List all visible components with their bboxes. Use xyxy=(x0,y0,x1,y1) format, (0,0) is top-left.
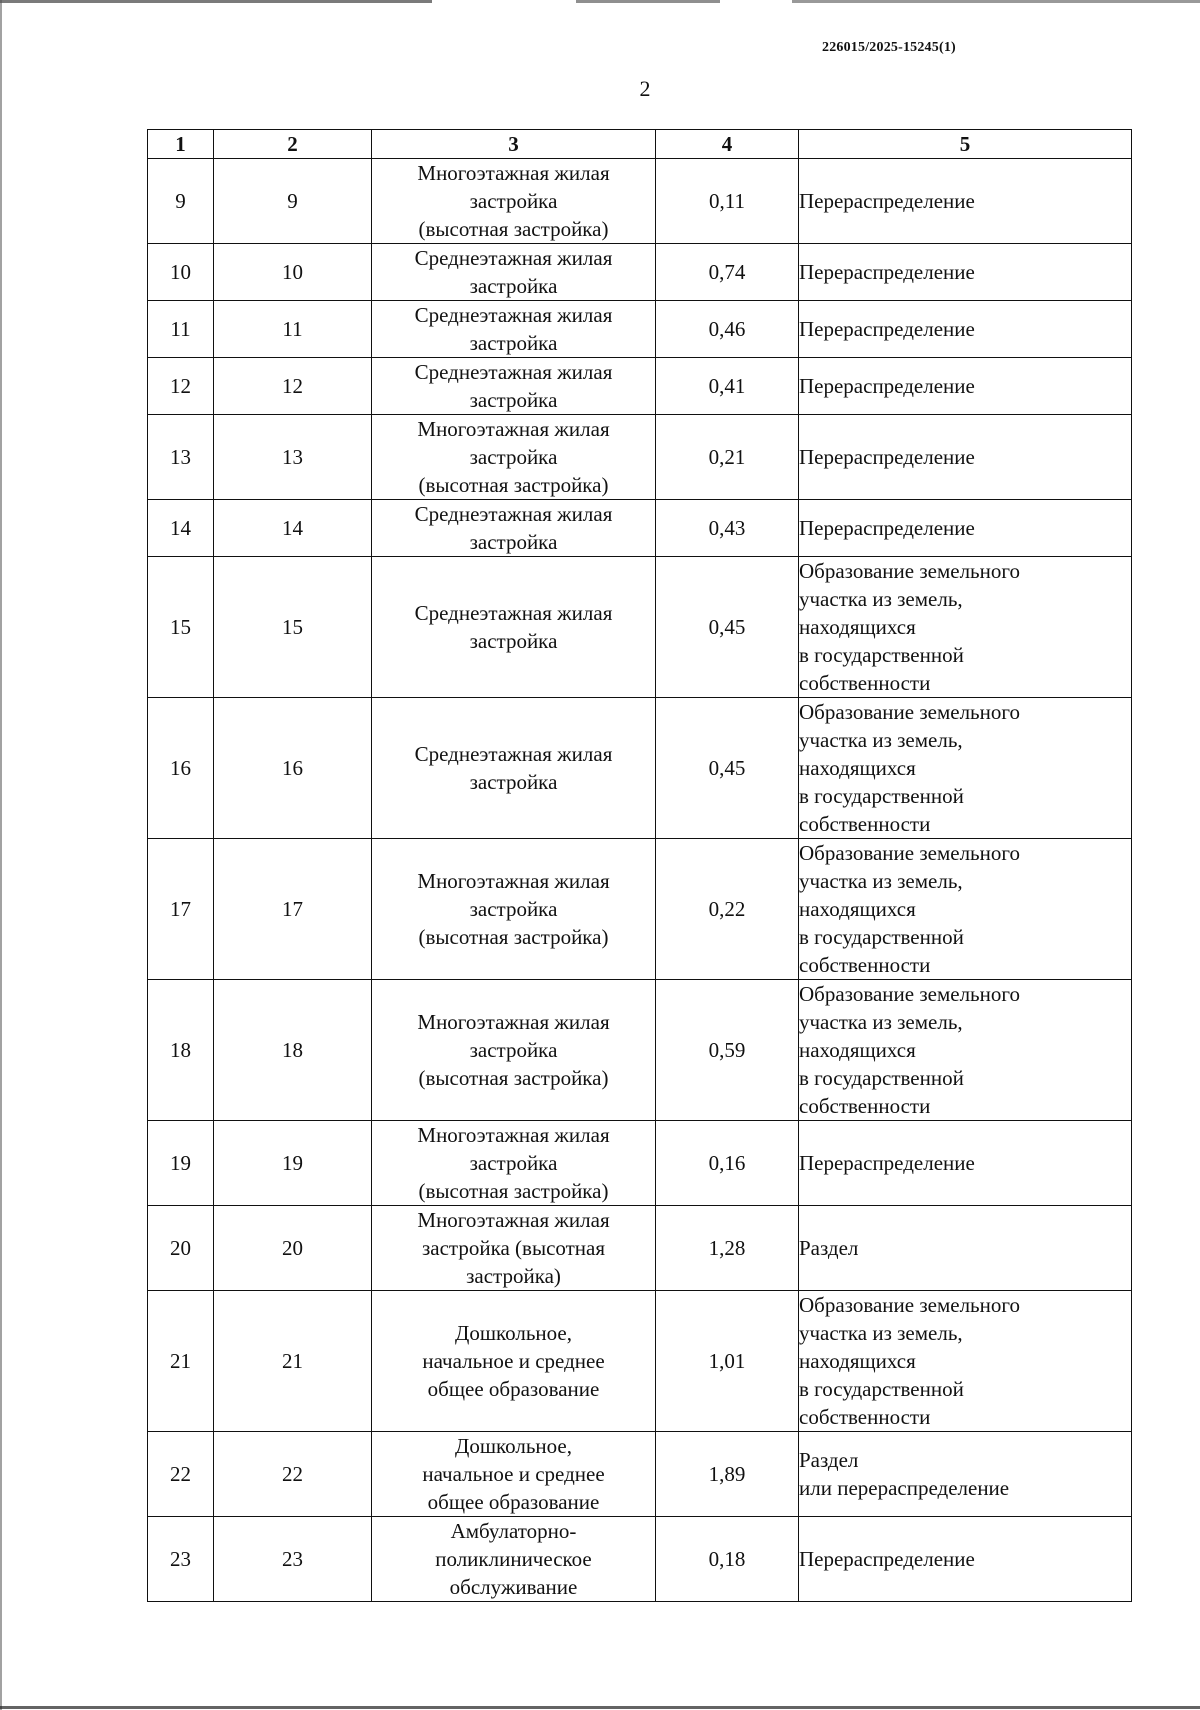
plot-area-cell: 0,43 xyxy=(656,500,799,557)
column-header: 5 xyxy=(799,130,1132,159)
formation-method-cell: Перераспределение xyxy=(799,1517,1132,1602)
permitted-use-cell: Многоэтажная жилая застройка (высотная застройка) xyxy=(372,159,656,244)
plot-number-cell: 13 xyxy=(214,415,372,500)
formation-method-cell: Перераспределение xyxy=(799,244,1132,301)
permitted-use-cell: Среднеэтажная жилая застройка xyxy=(372,358,656,415)
plot-number-cell: 9 xyxy=(214,159,372,244)
row-number-cell: 16 xyxy=(148,698,214,839)
formation-method-cell: Перераспределение xyxy=(799,500,1132,557)
formation-method-cell: Раздел или перераспределение xyxy=(799,1432,1132,1517)
permitted-use-cell: Среднеэтажная жилая застройка xyxy=(372,557,656,698)
row-number-cell: 22 xyxy=(148,1432,214,1517)
document-number: 226015/2025-15245(1) xyxy=(822,40,956,55)
formation-method-cell: Перераспределение xyxy=(799,159,1132,244)
table-row xyxy=(148,415,1132,500)
plot-area-cell: 0,59 xyxy=(656,980,799,1121)
table-body xyxy=(148,159,1132,1602)
formation-method-cell: Образование земельного участка из земель, находящихся в государственной собственности xyxy=(799,1291,1132,1432)
land-plots-table xyxy=(147,129,1132,1602)
column-header: 2 xyxy=(214,130,372,159)
row-number-cell: 21 xyxy=(148,1291,214,1432)
formation-method-cell: Образование земельного участка из земель, находящихся в государственной собственности xyxy=(799,698,1132,839)
plot-number-cell: 10 xyxy=(214,244,372,301)
permitted-use-cell: Среднеэтажная жилая застройка xyxy=(372,500,656,557)
table-row xyxy=(148,301,1132,358)
plot-number-cell: 17 xyxy=(214,839,372,980)
permitted-use-cell: Среднеэтажная жилая застройка xyxy=(372,698,656,839)
row-number-cell: 11 xyxy=(148,301,214,358)
row-number-cell: 12 xyxy=(148,358,214,415)
row-number-cell: 14 xyxy=(148,500,214,557)
plot-number-cell: 11 xyxy=(214,301,372,358)
table-row xyxy=(148,1121,1132,1206)
row-number-cell: 17 xyxy=(148,839,214,980)
scan-top-edge xyxy=(0,0,1200,3)
plot-area-cell: 0,18 xyxy=(656,1517,799,1602)
formation-method-cell: Образование земельного участка из земель, находящихся в государственной собственности xyxy=(799,839,1132,980)
permitted-use-cell: Многоэтажная жилая застройка (высотная застройка) xyxy=(372,1121,656,1206)
table-row xyxy=(148,1517,1132,1602)
permitted-use-cell: Многоэтажная жилая застройка (высотная застройка) xyxy=(372,1206,656,1291)
table-header-row xyxy=(148,130,1132,159)
plot-number-cell: 18 xyxy=(214,980,372,1121)
formation-method-cell: Перераспределение xyxy=(799,1121,1132,1206)
table-row xyxy=(148,557,1132,698)
column-header: 3 xyxy=(372,130,656,159)
plot-area-cell: 1,28 xyxy=(656,1206,799,1291)
row-number-cell: 23 xyxy=(148,1517,214,1602)
formation-method-cell: Раздел xyxy=(799,1206,1132,1291)
formation-method-cell: Перераспределение xyxy=(799,358,1132,415)
plot-number-cell: 15 xyxy=(214,557,372,698)
column-header: 1 xyxy=(148,130,214,159)
plot-area-cell: 0,22 xyxy=(656,839,799,980)
plot-area-cell: 0,74 xyxy=(656,244,799,301)
permitted-use-cell: Среднеэтажная жилая застройка xyxy=(372,244,656,301)
formation-method-cell: Перераспределение xyxy=(799,415,1132,500)
row-number-cell: 13 xyxy=(148,415,214,500)
plot-number-cell: 20 xyxy=(214,1206,372,1291)
plot-number-cell: 14 xyxy=(214,500,372,557)
plot-number-cell: 23 xyxy=(214,1517,372,1602)
table-row xyxy=(148,159,1132,244)
plot-number-cell: 12 xyxy=(214,358,372,415)
row-number-cell: 15 xyxy=(148,557,214,698)
permitted-use-cell: Среднеэтажная жилая застройка xyxy=(372,301,656,358)
plot-area-cell: 0,45 xyxy=(656,557,799,698)
column-header: 4 xyxy=(656,130,799,159)
row-number-cell: 9 xyxy=(148,159,214,244)
permitted-use-cell: Амбулаторно- поликлиническое обслуживание xyxy=(372,1517,656,1602)
table-row xyxy=(148,500,1132,557)
scan-bottom-edge xyxy=(0,1706,1200,1709)
table-row xyxy=(148,244,1132,301)
formation-method-cell: Образование земельного участка из земель, находящихся в государственной собственности xyxy=(799,980,1132,1121)
table-row xyxy=(148,698,1132,839)
plot-area-cell: 0,16 xyxy=(656,1121,799,1206)
permitted-use-cell: Дошкольное, начальное и среднее общее образование xyxy=(372,1291,656,1432)
plot-area-cell: 1,89 xyxy=(656,1432,799,1517)
plot-area-cell: 0,45 xyxy=(656,698,799,839)
plot-number-cell: 16 xyxy=(214,698,372,839)
formation-method-cell: Перераспределение xyxy=(799,301,1132,358)
page-number: 2 xyxy=(639,76,651,101)
row-number-cell: 20 xyxy=(148,1206,214,1291)
row-number-cell: 18 xyxy=(148,980,214,1121)
row-number-cell: 10 xyxy=(148,244,214,301)
table-row xyxy=(148,1432,1132,1517)
plot-area-cell: 0,21 xyxy=(656,415,799,500)
scan-left-edge xyxy=(0,0,2,1710)
permitted-use-cell: Дошкольное, начальное и среднее общее образование xyxy=(372,1432,656,1517)
table-row xyxy=(148,839,1132,980)
row-number-cell: 19 xyxy=(148,1121,214,1206)
formation-method-cell: Образование земельного участка из земель, находящихся в государственной собственности xyxy=(799,557,1132,698)
plot-number-cell: 21 xyxy=(214,1291,372,1432)
plot-area-cell: 0,11 xyxy=(656,159,799,244)
table-row xyxy=(148,980,1132,1121)
permitted-use-cell: Многоэтажная жилая застройка (высотная застройка) xyxy=(372,415,656,500)
plot-area-cell: 1,01 xyxy=(656,1291,799,1432)
table-row xyxy=(148,358,1132,415)
permitted-use-cell: Многоэтажная жилая застройка (высотная застройка) xyxy=(372,839,656,980)
table-row xyxy=(148,1291,1132,1432)
plot-number-cell: 19 xyxy=(214,1121,372,1206)
plot-area-cell: 0,41 xyxy=(656,358,799,415)
permitted-use-cell: Многоэтажная жилая застройка (высотная застройка) xyxy=(372,980,656,1121)
plot-area-cell: 0,46 xyxy=(656,301,799,358)
table-row xyxy=(148,1206,1132,1291)
plot-number-cell: 22 xyxy=(214,1432,372,1517)
